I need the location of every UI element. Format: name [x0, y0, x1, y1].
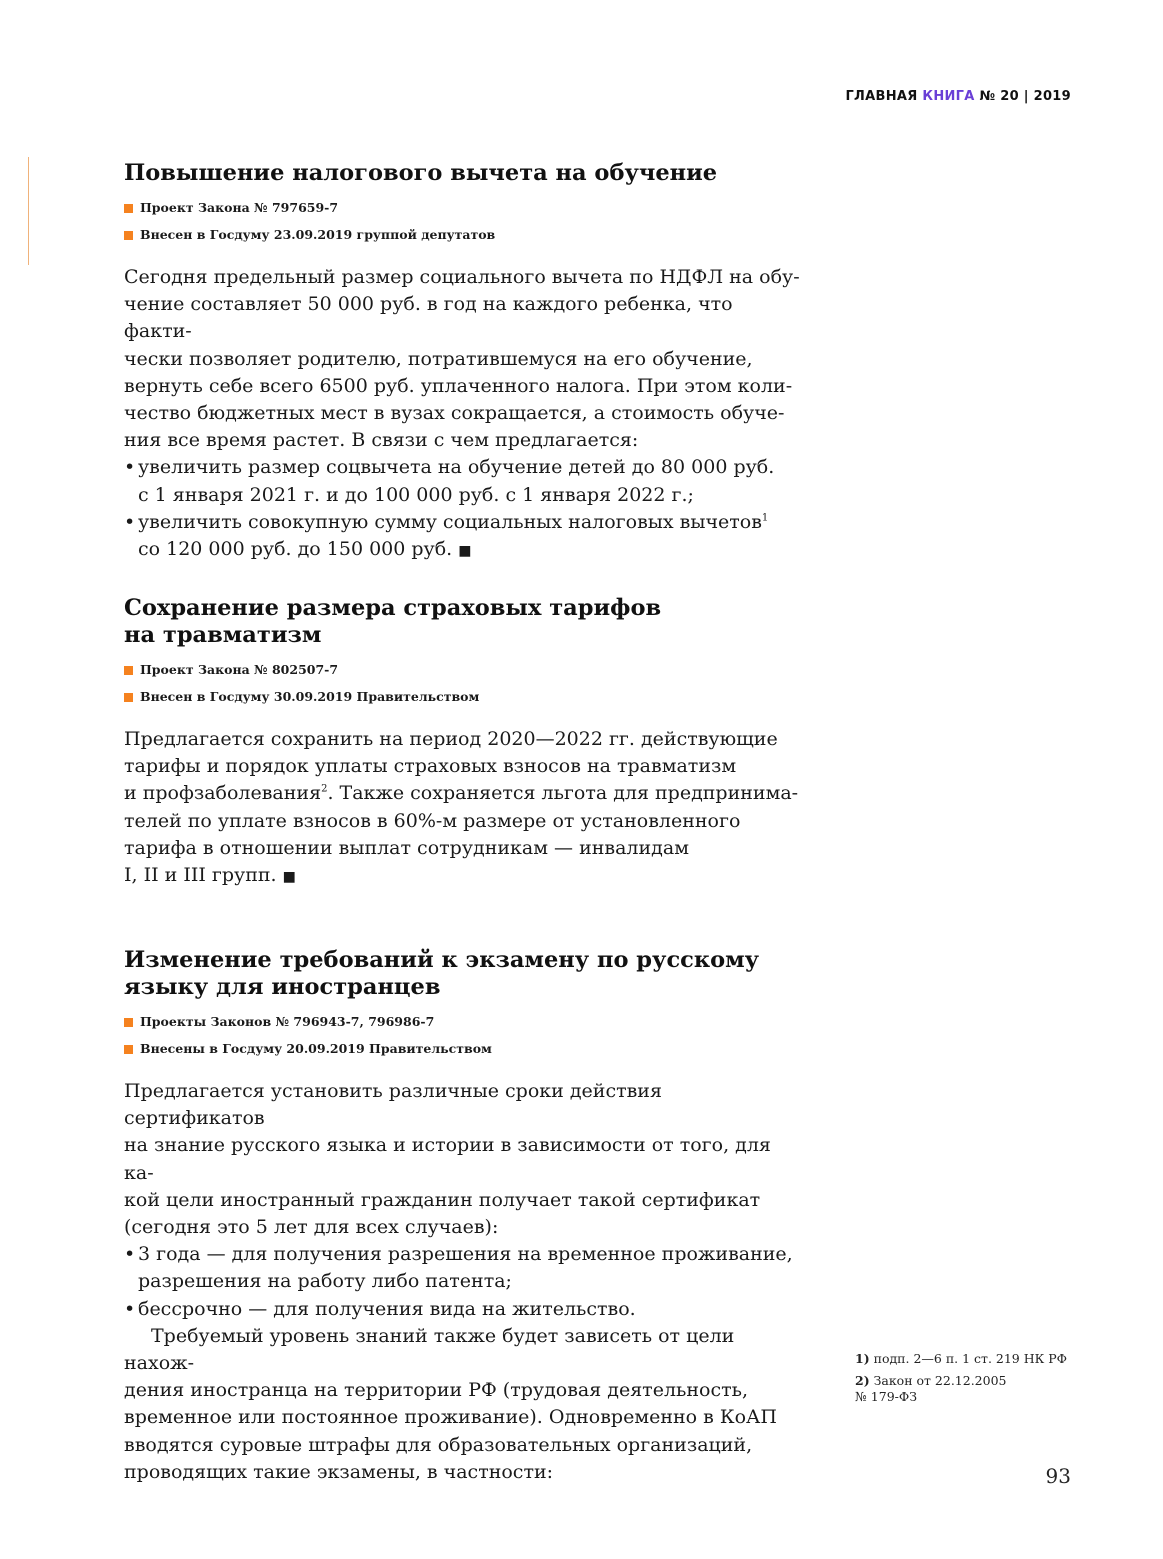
orange-square-icon	[124, 231, 133, 240]
text-line: (сегодня это 5 лет для всех случаев):	[124, 1216, 499, 1239]
text-line: Предлагается сохранить на период 2020—2022 гг. действующие	[124, 728, 778, 750]
magazine-name-1: ГЛАВНАЯ	[845, 89, 918, 104]
footnote-ref: 2	[321, 784, 328, 796]
article-meta	[124, 1015, 804, 1056]
orange-square-icon	[124, 204, 133, 213]
bullet-icon: •	[124, 1297, 136, 1320]
text-line: вернуть себе всего 6500 руб. уплаченного налога. При этом коли-	[124, 374, 793, 397]
bullet-icon: •	[124, 510, 136, 533]
text-line: Сегодня предельный размер социального вычета по НДФЛ на обу-	[124, 266, 800, 288]
footnotes	[855, 1351, 1085, 1411]
article-title: Изменение требований к экзамену по русскому языку для иностранцев	[124, 947, 760, 1000]
article-tax-deduction	[124, 160, 804, 565]
footnote	[855, 1351, 1085, 1367]
magazine-name-2: КНИГА	[922, 89, 975, 104]
article-body	[124, 726, 804, 891]
footnote-number: 2)	[855, 1373, 870, 1388]
text-line: кой цели иностранный гражданин получает такой сертификат	[124, 1188, 761, 1211]
text-line: временное или постоянное проживание). Одновременно в КоАП	[124, 1406, 777, 1429]
text-line: проводящих такие экзамены, в частности:	[124, 1460, 554, 1483]
text-line: чески позволяет родителю, потратившемуся на его обучение,	[124, 347, 753, 370]
text-line: вводятся суровые штрафы для образовательных организаций,	[124, 1433, 753, 1456]
end-mark-icon: ■	[458, 543, 472, 560]
article-body	[124, 264, 804, 565]
text-line: I, II и III групп. ■	[124, 864, 296, 887]
orange-square-icon	[124, 1018, 133, 1027]
margin-rule	[28, 157, 29, 265]
list-item: • бессрочно — для получения вида на жительство.	[124, 1296, 804, 1323]
list-item: • 3 года — для получения разрешения на временное проживание, разрешения на работу либо патента;	[124, 1241, 804, 1295]
text-line: Предлагается установить различные сроки действия сертификатов	[124, 1080, 662, 1130]
text-line: и профзаболевания$^2$. Также сохраняется льгота для предпринима-	[124, 782, 799, 805]
meta-line: Внесены в Госдуму 20.09.2019 Правительством	[124, 1042, 804, 1056]
footnote-text: № 179-ФЗ	[855, 1389, 918, 1404]
article-insurance-tariffs	[124, 595, 804, 891]
running-head	[845, 89, 1071, 104]
text-line: тарифы и порядок уплаты страховых взносов на травматизм	[124, 755, 737, 778]
text-line: телей по уплате взносов в 60%-м размере от установленного	[124, 809, 741, 832]
meta-line: Проекты Законов № 796943-7, 796986-7	[124, 1015, 804, 1029]
orange-square-icon	[124, 1045, 133, 1054]
meta-line: Внесен в Госдуму 23.09.2019 группой депутатов	[124, 228, 804, 242]
meta-line: Проект Закона № 802507-7	[124, 663, 804, 677]
text-line: тарифа в отношении выплат сотрудникам — инвалидам	[124, 836, 689, 859]
footnote-text: подп. 2—6 п. 1 ст. 219 НК РФ	[873, 1351, 1068, 1366]
text-line: ния все время растет. В связи с чем предлагается:	[124, 429, 639, 452]
article-title: Сохранение размера страховых тарифов на травматизм	[124, 595, 662, 648]
meta-line: Внесен в Госдуму 30.09.2019 Правительством	[124, 690, 804, 704]
article-russian-exam	[124, 947, 804, 1486]
footnote-text: Закон от 22.12.2005	[873, 1373, 1007, 1388]
article-meta	[124, 201, 804, 242]
end-mark-icon: ■	[282, 869, 296, 886]
article-body	[124, 1078, 804, 1486]
text-line: дения иностранца на территории РФ (трудовая деятельность,	[124, 1379, 748, 1402]
text-line: чество бюджетных мест в вузах сокращается, а стоимость обуче-	[124, 402, 785, 425]
bullet-icon: •	[124, 1243, 136, 1266]
orange-square-icon	[124, 666, 133, 675]
list-item: • увеличить размер соцвычета на обучение детей до 80 000 руб. с 1 января 2021 г. и до 100 000 руб. с 1 января 2022 г.;	[124, 454, 804, 508]
page-number: 93	[1045, 1464, 1071, 1488]
footnote-number: 1)	[855, 1351, 870, 1366]
orange-square-icon	[124, 693, 133, 702]
article-title: Повышение налогового вычета на обучение	[124, 160, 718, 186]
list-item: • увеличить совокупную сумму социальных налоговых вычетов$^1$ со 120 000 руб. до 150 000 руб. ■	[124, 509, 804, 565]
text-line: на знание русского языка и истории в зависимости от того, для ка-	[124, 1134, 771, 1184]
text-line: чение составляет 50 000 руб. в год на каждого ребенка, что факти-	[124, 293, 733, 343]
bullet-icon: •	[124, 456, 136, 479]
article-meta	[124, 663, 804, 704]
footnote	[855, 1373, 1085, 1405]
meta-line: Проект Закона № 797659-7	[124, 201, 804, 215]
text-line: Требуемый уровень знаний также будет зависеть от цели нахож-	[124, 1324, 735, 1375]
issue-info: № 20 | 2019	[979, 89, 1071, 104]
footnote-ref: 1	[761, 512, 769, 524]
